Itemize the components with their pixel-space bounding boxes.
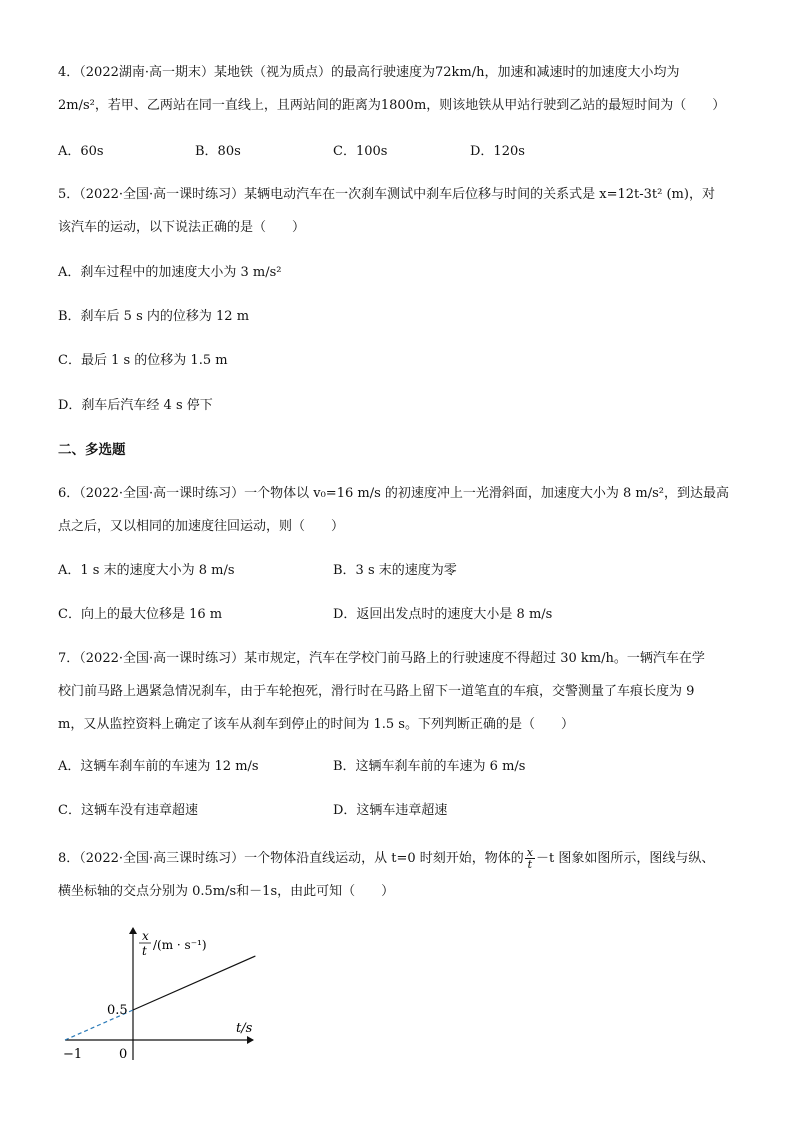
question-8-line2: 横坐标轴的交点分别为 0.5m/s和－1s，由此可知（ ） <box>58 884 395 899</box>
question-7-line3: m，又从监控资料上确定了该车从刹车到停止的时间为 1.5 s。下列判断正确的是（ ） <box>58 717 574 732</box>
question-7 <box>58 642 738 741</box>
q4-option-c[interactable]: C．100s <box>333 144 388 159</box>
q7-option-c[interactable]: C．这辆车没有违章超速 <box>58 803 198 818</box>
origin-label: 0 <box>119 1047 128 1062</box>
q5-option-a[interactable]: A．刹车过程中的加速度大小为 3 m/s² <box>58 265 282 280</box>
q4-option-b[interactable]: B．80s <box>195 144 241 159</box>
section-heading-multiple-choice: 二、多选题 <box>58 442 126 458</box>
q7-option-a[interactable]: A．这辆车刹车前的车速为 12 m/s <box>58 759 259 774</box>
question-6-line2: 点之后，又以相同的加速度往回运动，则（ ） <box>58 519 345 534</box>
q5-option-b[interactable]: B．刹车后 5 s 内的位移为 12 m <box>58 309 250 324</box>
y-intercept-label: 0.5 <box>107 1003 128 1018</box>
question-8-line1-start: 8．（2022·全国·高三课时练习）一个物体沿直线运动，从 t=0 时刻开始，物体的 <box>58 851 524 866</box>
q7-option-d[interactable]: D．这辆车违章超速 <box>333 803 448 818</box>
x-axis-label: t/s <box>236 1021 253 1036</box>
q6-option-d[interactable]: D．返回出发点时的速度大小是 8 m/s <box>333 607 553 622</box>
question-8-line1 <box>58 842 738 875</box>
q5-option-d[interactable]: D．刹车后汽车经 4 s 停下 <box>58 398 213 413</box>
question-7-line2: 校门前马路上遇紧急情况刹车，由于车轮抱死，滑行时在马路上留下一道笔直的车痕，交警测量了车痕长度为 9 <box>58 684 695 699</box>
question-4-line1: 4．（2022湖南·高一期末）某地铁（视为质点）的最高行驶速度为72km/h，加速和减速时的加速度大小均为 <box>58 65 680 80</box>
question-4 <box>58 56 738 122</box>
q4-option-a[interactable]: A．60s <box>58 144 104 159</box>
xt-t-graph <box>55 922 275 1072</box>
question-8-line1-end: －t 图象如图所示，图线与纵、 <box>536 851 715 866</box>
question-6 <box>58 477 738 543</box>
y-axis-label-unit: /(m · s⁻¹) <box>153 938 207 952</box>
question-8 <box>58 842 738 908</box>
question-7-line1: 7．（2022·全国·高一课时练习）某市规定，汽车在学校门前马路上的行驶速度不得超过 30 km/h。一辆汽车在学 <box>58 651 705 666</box>
y-axis-label-denominator: t <box>142 944 147 958</box>
question-5-line1: 5．（2022·全国·高一课时练习）某辆电动汽车在一次刹车测试中刹车后位移与时间的关系式是 x=12t-3t² (m)，对 <box>58 187 715 202</box>
q4-option-d[interactable]: D．120s <box>470 144 525 159</box>
question-5 <box>58 178 738 244</box>
x-intercept-label: −1 <box>63 1047 83 1062</box>
q6-option-b[interactable]: B．3 s 末的速度为零 <box>333 563 457 578</box>
q6-option-c[interactable]: C．向上的最大位移是 16 m <box>58 607 223 622</box>
data-line <box>133 956 255 1010</box>
question-6-line1: 6．（2022·全国·高一课时练习）一个物体以 v₀=16 m/s 的初速度冲上一光滑斜面，加速度大小为 8 m/s²，到达最高 <box>58 486 730 501</box>
y-axis-label-numerator: x <box>142 929 149 943</box>
question-4-line2: 2m/s²，若甲、乙两站在同一直线上，且两站间的距离为1800m，则该地铁从甲站行驶到乙站的最短时间为（ ） <box>58 98 726 113</box>
q6-option-a[interactable]: A．1 s 末的速度大小为 8 m/s <box>58 563 235 578</box>
q5-option-c[interactable]: C．最后 1 s 的位移为 1.5 m <box>58 353 228 368</box>
x-over-t-fraction <box>525 847 535 870</box>
question-5-line2: 该汽车的运动，以下说法正确的是（ ） <box>58 220 306 235</box>
q7-option-b[interactable]: B．这辆车刹车前的车速为 6 m/s <box>333 759 526 774</box>
fraction-numerator: x <box>526 846 533 859</box>
fraction-denominator: t <box>527 858 533 871</box>
